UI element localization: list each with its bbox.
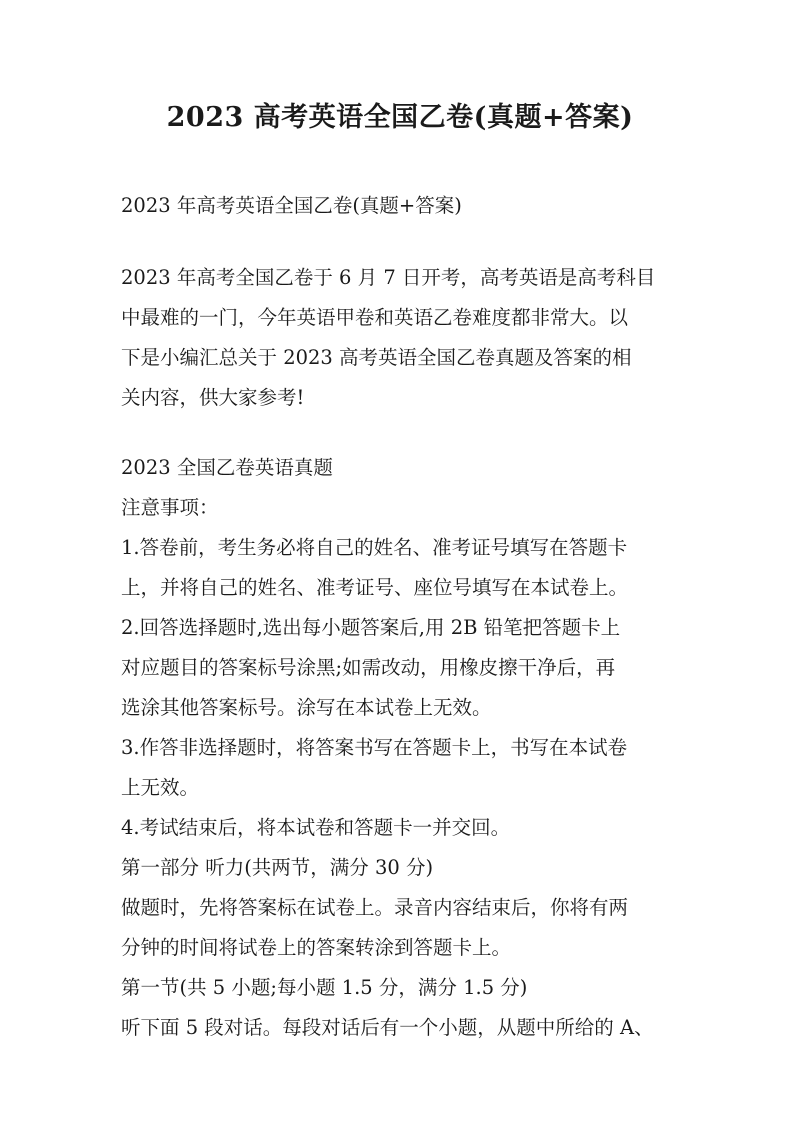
subsection-heading: 第一节(共 5 小题;每小题 1.5 分，满分 1.5 分) [121,976,528,999]
notice-line: 选涂其他答案标号。涂写在本试卷上无效。 [121,696,492,719]
intro-paragraph [121,258,691,418]
notice-line: 2.回答选择题时,选出每小题答案后,用 2B 铅笔把答题卡上 [121,616,621,639]
notice-line: 4.考试结束后，将本试卷和答题卡一并交回。 [121,816,511,839]
subsection-line: 听下面 5 段对话。每段对话后有一个小题，从题中所给的 A、 [121,1016,654,1039]
part-heading: 第一部分 听力(共两节，满分 30 分) [121,856,434,879]
notice-line: 上，并将自己的姓名、准考证号、座位号填写在本试卷上。 [121,576,629,599]
notice-line: 对应题目的答案标号涂黑;如需改动，用橡皮擦干净后，再 [121,656,616,679]
intro-line: 中最难的一门，今年英语甲卷和英语乙卷难度都非常大。以 [121,306,629,329]
notice-heading: 注意事项： [121,496,219,519]
intro-line: 2023 年高考全国乙卷于 6 月 7 日开考，高考英语是高考科目 [121,266,656,289]
intro-line: 关内容，供大家参考! [121,386,305,409]
intro-line: 下是小编汇总关于 2023 高考英语全国乙卷真题及答案的相 [121,346,632,369]
notice-line: 3.作答非选择题时，将答案书写在答题卡上，书写在本试卷 [121,736,628,759]
document-subtitle [121,186,691,226]
subtitle-line: 2023 年高考英语全国乙卷(真题+答案) [121,194,462,217]
notice-line: 上无效。 [121,776,200,799]
part-line: 分钟的时间将试卷上的答案转涂到答题卡上。 [121,936,512,959]
section-heading: 2023 全国乙卷英语真题 [121,456,333,479]
document-title: 2023 高考英语全国乙卷(真题+答案) [166,102,634,133]
notice-line: 1.答卷前，考生务必将自己的姓名、准考证号填写在答题卡 [121,536,628,559]
part-line: 做题时，先将答案标在试卷上。录音内容结束后，你将有两 [121,896,629,919]
exam-content [121,448,691,1048]
